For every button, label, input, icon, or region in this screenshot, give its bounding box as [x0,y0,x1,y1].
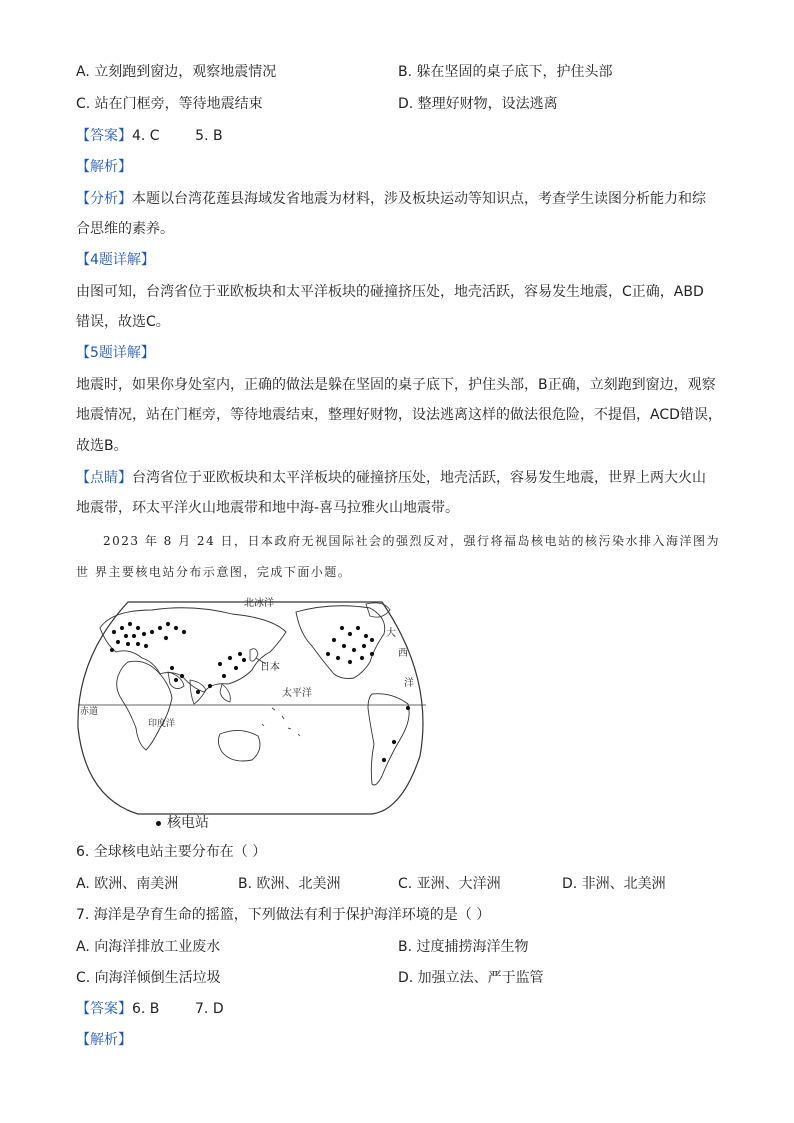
q4-detail-line-1: 由图可知，台湾省位于亚欧板块和太平洋板块的碰撞挤压处，地壳活跃，容易发生地震，C正确，ABD [76,284,704,300]
answer-1 [76,126,223,146]
q4-detail-line-2: 错误，故选C。 [76,314,170,330]
analysis-tag-1: 【解析】 [76,159,132,175]
intro-line-2: 世 界主要核电站分布示意图，完成下面小题。 [76,565,352,579]
fenxi-line-1 [76,189,706,209]
analysis-tag-2: 【解析】 [76,1032,132,1048]
answer-text: 4. C 5. B [132,128,223,144]
world-nuclear-map [72,588,436,830]
dianjing-line-2: 地震带，环太平洋火山地震带和地中海-喜马拉雅火山地震带。 [76,500,460,516]
dianjing-text-1: 台湾省位于亚欧板块和太平洋板块的碰撞挤压处，地壳活跃，容易发生地震，世界上两大火山 [132,470,706,486]
map-frame [78,602,423,814]
q5-detail-tag: 【5题详解】 [76,345,155,361]
q5-option-d: D. 整理好财物，设法逃离 [398,96,558,112]
q5-option-a: A. 立刻跑到窗边，观察地震情况 [76,64,277,80]
answer-2 [76,999,224,1019]
q7-option-b: B. 过度捕捞海洋生物 [398,939,529,955]
q4-detail-tag: 【4题详解】 [76,252,155,268]
label-japan: 日本 [260,662,280,673]
q5-detail-line-1: 地震时，如果你身处室内，正确的做法是躲在坚固的桌子底下，护住头部，B正确，立刻跑到窗边，观察 [76,377,716,393]
label-pacific: 太平洋 [282,688,312,699]
label-equator: 赤道 [80,707,99,717]
answer-text-2: 6. B 7. D [132,1001,224,1017]
dianjing-tag: 【点睛】 [76,470,132,486]
label-arctic: 北冰洋 [244,598,274,609]
q6-stem: 6. 全球核电站主要分布在（ ） [76,844,267,860]
label-atlantic-3: 洋 [404,678,414,689]
label-atlantic-2: 西 [398,648,408,659]
fenxi-text-1: 本题以台湾花莲县海域发省地震为材料，涉及板块运动等知识点，考查学生读图分析能力和综 [132,191,706,207]
q6-option-b: B. 欧洲、北美洲 [238,876,341,892]
q5-detail-line-2: 地震情况，站在门框旁，等待地震结束，整理好财物，设法逃离这样的做法很危险，不提倡，ACD错误， [76,407,722,423]
q7-stem: 7. 海洋是孕育生命的摇篮，下列做法有利于保护海洋环境的是（ ） [76,907,491,923]
q7-option-c: C. 向海洋倾倒生活垃圾 [76,970,221,986]
label-atlantic-1: 大 [386,628,396,639]
q6-option-a: A. 欧洲、南美洲 [76,876,179,892]
answer-tag-2: 【答案】 [76,1001,132,1017]
q7-option-d: D. 加强立法、严于监管 [398,970,544,986]
q6-option-c: C. 亚洲、大洋洲 [398,876,501,892]
q6-option-d: D. 非洲、北美洲 [562,876,666,892]
fenxi-tag: 【分析】 [76,191,132,207]
q5-option-b: B. 躲在坚固的桌子底下，护住头部 [398,64,613,80]
label-indian: 印度洋 [148,719,176,729]
q7-option-a: A. 向海洋排放工业废水 [76,939,221,955]
map-legend [156,813,209,833]
legend-dot-icon [156,821,161,826]
intro-line-1: 2023 年 8 月 24 日，日本政府无视国际社会的强烈反对，强行将福岛核电站的核污染水排入海洋图为 [103,534,721,548]
legend-label: 核电站 [167,815,209,831]
q5-option-c: C. 站在门框旁，等待地震结束 [76,96,263,112]
q5-detail-line-3: 故选B。 [76,438,128,454]
fenxi-line-2: 合思维的素养。 [76,221,174,237]
dianjing-line-1 [76,468,706,488]
answer-tag: 【答案】 [76,128,132,144]
